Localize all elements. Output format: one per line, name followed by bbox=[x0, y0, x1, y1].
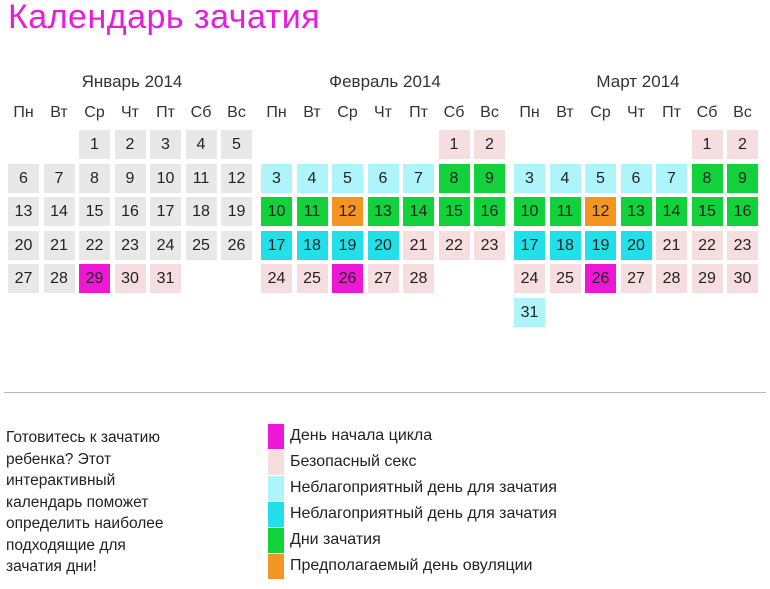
day-cell[interactable]: 16 bbox=[727, 197, 758, 226]
weekday-label: Вс bbox=[227, 104, 246, 121]
day-cell[interactable]: 30 bbox=[115, 264, 146, 293]
legend-label: Неблагоприятный день для зачатия bbox=[290, 505, 557, 522]
weekday-label: Сб bbox=[443, 104, 465, 121]
day-cell[interactable]: 15 bbox=[692, 197, 723, 226]
weekday-label: Вт bbox=[303, 104, 321, 121]
day-cell[interactable]: 11 bbox=[186, 164, 217, 193]
day-cell[interactable]: 21 bbox=[44, 231, 75, 260]
weekday-label: Чт bbox=[374, 104, 392, 121]
day-cell[interactable]: 18 bbox=[186, 197, 217, 226]
day-cell[interactable]: 5 bbox=[332, 164, 363, 193]
weekday-label: Вт bbox=[556, 104, 574, 121]
day-cell[interactable]: 10 bbox=[150, 164, 181, 193]
day-cell[interactable]: 6 bbox=[368, 164, 399, 193]
weekday-label: Ср bbox=[590, 104, 611, 121]
day-cell[interactable]: 6 bbox=[8, 164, 39, 193]
day-cell[interactable]: 12 bbox=[585, 197, 616, 226]
month-name: Март 2014 bbox=[596, 72, 680, 91]
day-cell[interactable]: 27 bbox=[8, 264, 39, 293]
day-cell[interactable]: 21 bbox=[656, 231, 687, 260]
month-name: Январь 2014 bbox=[81, 72, 183, 91]
day-cell[interactable]: 23 bbox=[727, 231, 758, 260]
legend-label: День начала цикла bbox=[290, 427, 433, 444]
legend-swatch bbox=[268, 476, 284, 501]
day-cell[interactable]: 12 bbox=[332, 197, 363, 226]
day-cell[interactable]: 17 bbox=[514, 231, 545, 260]
legend-swatch bbox=[268, 424, 284, 449]
day-cell[interactable]: 27 bbox=[621, 264, 652, 293]
day-cell[interactable]: 19 bbox=[221, 197, 252, 226]
legend-label: Неблагоприятный день для зачатия bbox=[290, 479, 557, 496]
day-cell[interactable]: 6 bbox=[621, 164, 652, 193]
day-cell[interactable]: 1 bbox=[79, 130, 110, 159]
day-cell[interactable]: 28 bbox=[44, 264, 75, 293]
day-cell[interactable]: 16 bbox=[474, 197, 505, 226]
day-cell[interactable]: 8 bbox=[692, 164, 723, 193]
legend-swatch bbox=[268, 502, 284, 527]
weekday-label: Чт bbox=[121, 104, 139, 121]
day-cell[interactable]: 15 bbox=[79, 197, 110, 226]
day-cell[interactable]: 12 bbox=[221, 164, 252, 193]
day-cell[interactable]: 29 bbox=[692, 264, 723, 293]
day-cell[interactable]: 4 bbox=[186, 130, 217, 159]
weekday-label: Ср bbox=[84, 104, 105, 121]
day-cell[interactable]: 31 bbox=[150, 264, 181, 293]
day-cell[interactable]: 20 bbox=[621, 231, 652, 260]
day-cell[interactable]: 18 bbox=[297, 231, 328, 260]
day-cell[interactable]: 3 bbox=[150, 130, 181, 159]
day-cell[interactable]: 28 bbox=[656, 264, 687, 293]
legend-swatch bbox=[268, 450, 284, 475]
day-cell[interactable]: 23 bbox=[115, 231, 146, 260]
day-cell[interactable]: 24 bbox=[261, 264, 292, 293]
day-cell[interactable]: 7 bbox=[403, 164, 434, 193]
day-cell[interactable]: 7 bbox=[656, 164, 687, 193]
day-cell[interactable]: 8 bbox=[79, 164, 110, 193]
day-cell[interactable]: 13 bbox=[621, 197, 652, 226]
weekday-label: Ср bbox=[337, 104, 358, 121]
day-cell[interactable]: 21 bbox=[403, 231, 434, 260]
legend-label: Безопасный секс bbox=[290, 453, 417, 470]
day-cell[interactable]: 26 bbox=[332, 264, 363, 293]
day-cell[interactable]: 10 bbox=[514, 197, 545, 226]
legend-label: Дни зачатия bbox=[290, 531, 381, 548]
day-cell[interactable]: 28 bbox=[403, 264, 434, 293]
day-cell[interactable]: 3 bbox=[514, 164, 545, 193]
weekday-label: Чт bbox=[627, 104, 645, 121]
day-cell[interactable]: 23 bbox=[474, 231, 505, 260]
weekday-label: Сб bbox=[696, 104, 718, 121]
day-cell[interactable]: 2 bbox=[474, 130, 505, 159]
weekday-label: Вс bbox=[733, 104, 752, 121]
weekday-label: Пн bbox=[13, 104, 34, 121]
day-cell[interactable]: 26 bbox=[585, 264, 616, 293]
day-cell[interactable]: 25 bbox=[550, 264, 581, 293]
day-cell[interactable]: 25 bbox=[297, 264, 328, 293]
day-cell[interactable]: 4 bbox=[297, 164, 328, 193]
day-cell[interactable]: 5 bbox=[221, 130, 252, 159]
day-cell[interactable]: 26 bbox=[221, 231, 252, 260]
legend-swatch bbox=[268, 554, 284, 579]
day-cell[interactable]: 9 bbox=[474, 164, 505, 193]
day-cell[interactable]: 24 bbox=[150, 231, 181, 260]
weekday-label: Пт bbox=[156, 104, 175, 121]
day-cell[interactable]: 19 bbox=[332, 231, 363, 260]
day-cell[interactable]: 4 bbox=[550, 164, 581, 193]
day-cell[interactable]: 9 bbox=[115, 164, 146, 193]
day-cell[interactable]: 16 bbox=[115, 197, 146, 226]
day-cell[interactable]: 11 bbox=[550, 197, 581, 226]
day-cell[interactable]: 13 bbox=[368, 197, 399, 226]
weekday-label: Сб bbox=[190, 104, 212, 121]
day-cell[interactable]: 7 bbox=[44, 164, 75, 193]
day-cell[interactable]: 27 bbox=[368, 264, 399, 293]
day-cell[interactable]: 17 bbox=[261, 231, 292, 260]
day-cell[interactable]: 9 bbox=[727, 164, 758, 193]
divider bbox=[4, 392, 766, 393]
day-cell[interactable]: 15 bbox=[439, 197, 470, 226]
weekday-label: Пт bbox=[409, 104, 428, 121]
legend-swatch bbox=[268, 528, 284, 553]
day-cell[interactable]: 29 bbox=[79, 264, 110, 293]
day-cell[interactable]: 22 bbox=[692, 231, 723, 260]
day-cell[interactable]: 24 bbox=[514, 264, 545, 293]
day-cell[interactable]: 13 bbox=[8, 197, 39, 226]
day-cell[interactable]: 3 bbox=[261, 164, 292, 193]
weekday-label: Вс bbox=[480, 104, 499, 121]
day-cell[interactable]: 19 bbox=[585, 231, 616, 260]
day-cell[interactable]: 10 bbox=[261, 197, 292, 226]
weekday-label: Вт bbox=[50, 104, 68, 121]
day-cell[interactable]: 11 bbox=[297, 197, 328, 226]
day-cell[interactable]: 14 bbox=[403, 197, 434, 226]
day-cell[interactable]: 2 bbox=[115, 130, 146, 159]
day-cell[interactable]: 20 bbox=[368, 231, 399, 260]
month-name: Февраль 2014 bbox=[329, 72, 441, 91]
day-cell[interactable]: 2 bbox=[727, 130, 758, 159]
day-cell[interactable]: 18 bbox=[550, 231, 581, 260]
day-cell[interactable]: 22 bbox=[79, 231, 110, 260]
day-cell[interactable]: 14 bbox=[656, 197, 687, 226]
day-cell[interactable]: 1 bbox=[439, 130, 470, 159]
day-cell[interactable]: 25 bbox=[186, 231, 217, 260]
weekday-label: Пн bbox=[519, 104, 540, 121]
day-cell[interactable]: 17 bbox=[150, 197, 181, 226]
description-text: Готовитесь к зачатию ребенка? Этот интерактивный календарь поможет определить наиболее подходящие для зачатия дни! bbox=[6, 429, 164, 575]
day-cell[interactable]: 5 bbox=[585, 164, 616, 193]
weekday-label: Пн bbox=[266, 104, 287, 121]
day-cell[interactable]: 1 bbox=[692, 130, 723, 159]
weekday-label: Пт bbox=[662, 104, 681, 121]
day-cell[interactable]: 31 bbox=[514, 298, 545, 327]
day-cell[interactable]: 14 bbox=[44, 197, 75, 226]
day-cell[interactable]: 22 bbox=[439, 231, 470, 260]
day-cell[interactable]: 8 bbox=[439, 164, 470, 193]
page-title: Календарь зачатия bbox=[8, 0, 321, 36]
day-cell[interactable]: 30 bbox=[727, 264, 758, 293]
day-cell[interactable]: 20 bbox=[8, 231, 39, 260]
legend-label: Предполагаемый день овуляции bbox=[290, 557, 533, 574]
